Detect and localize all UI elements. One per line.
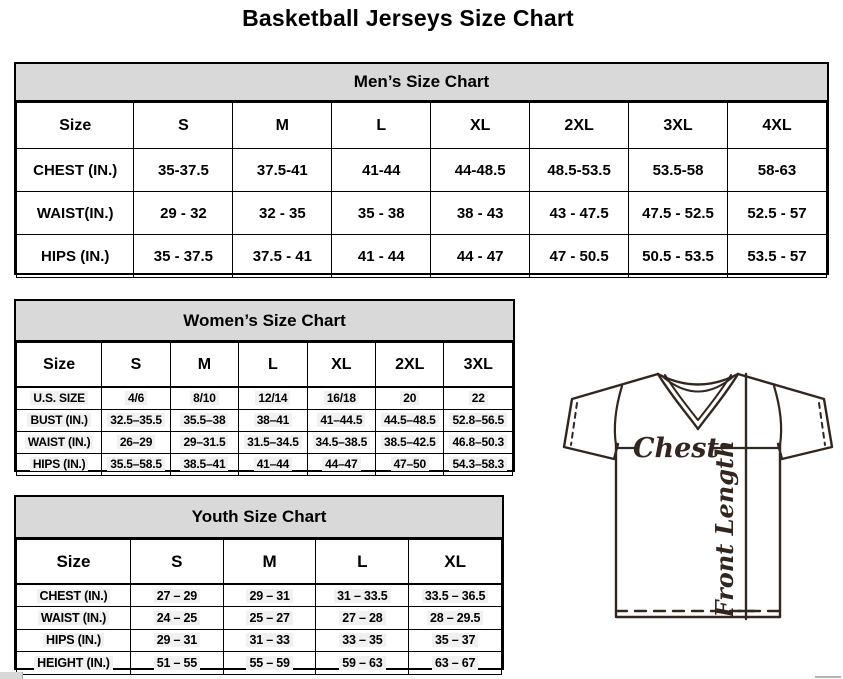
- row-label: HIPS (IN.): [17, 629, 131, 652]
- table-cell: 41 - 44: [332, 235, 431, 278]
- table-row: [17, 409, 513, 431]
- womens-size-chart-table: [14, 299, 515, 472]
- column-header-row: [17, 540, 502, 585]
- row-label: CHEST (IN.): [17, 149, 134, 192]
- womens-table-title: Women’s Size Chart: [16, 301, 513, 342]
- row-label: U.S. SIZE: [17, 387, 102, 409]
- column-header: 4XL: [727, 103, 826, 149]
- table-cell: 41-44: [332, 149, 431, 192]
- table-cell: 38–41: [239, 409, 307, 431]
- table-cell: 41–44: [239, 453, 307, 475]
- column-header: 2XL: [530, 103, 629, 149]
- column-header-row: [17, 103, 827, 149]
- table-row: [17, 584, 502, 607]
- table-row: [17, 652, 502, 675]
- column-header: XL: [431, 103, 530, 149]
- size-corner-header: Size: [17, 343, 102, 388]
- table-cell: 52.8–56.5: [444, 409, 513, 431]
- table-cell: 44-48.5: [431, 149, 530, 192]
- table-cell: 47–50: [376, 453, 444, 475]
- table-cell: 12/14: [239, 387, 307, 409]
- table-cell: 29 - 32: [134, 192, 233, 235]
- front-length-label: Front Length: [710, 440, 739, 618]
- table-cell: 51 – 55: [130, 652, 223, 675]
- column-header: M: [233, 103, 332, 149]
- table-cell: 47.5 - 52.5: [629, 192, 728, 235]
- table-cell: 25 – 27: [223, 607, 316, 630]
- table-cell: 35.5–38: [170, 409, 238, 431]
- womens-table-grid: [16, 342, 513, 476]
- table-cell: 27 – 29: [130, 584, 223, 607]
- table-cell: 33.5 – 36.5: [409, 584, 502, 607]
- row-label: WAIST (IN.): [17, 431, 102, 453]
- table-cell: 50.5 - 53.5: [629, 235, 728, 278]
- row-label: WAIST (IN.): [17, 607, 131, 630]
- table-cell: 29–31.5: [170, 431, 238, 453]
- size-corner-header: Size: [17, 540, 131, 585]
- table-cell: 16/18: [307, 387, 375, 409]
- table-row: [17, 149, 827, 192]
- column-header: S: [130, 540, 223, 585]
- column-header: M: [223, 540, 316, 585]
- table-cell: 38.5–41: [170, 453, 238, 475]
- column-header: 2XL: [376, 343, 444, 388]
- column-header-row: [17, 343, 513, 388]
- table-cell: 29 – 31: [130, 629, 223, 652]
- table-cell: 32 - 35: [233, 192, 332, 235]
- column-header: L: [332, 103, 431, 149]
- table-row: [17, 192, 827, 235]
- table-cell: 44–47: [307, 453, 375, 475]
- column-header: 3XL: [444, 343, 513, 388]
- table-cell: 41–44.5: [307, 409, 375, 431]
- table-row: [17, 453, 513, 475]
- left-cuff-dashed-line: [571, 403, 577, 445]
- column-header: S: [134, 103, 233, 149]
- column-header: S: [102, 343, 170, 388]
- table-cell: 37.5-41: [233, 149, 332, 192]
- table-cell: 55 – 59: [223, 652, 316, 675]
- table-cell: 33 – 35: [316, 629, 409, 652]
- table-row: [17, 607, 502, 630]
- chest-label: Chest: [633, 433, 719, 464]
- table-cell: 44.5–48.5: [376, 409, 444, 431]
- table-cell: 44 - 47: [431, 235, 530, 278]
- youth-table-grid: [16, 539, 502, 675]
- table-cell: 35 - 37.5: [134, 235, 233, 278]
- table-cell: 31 – 33.5: [316, 584, 409, 607]
- table-cell: 35 – 37: [409, 629, 502, 652]
- row-label: HIPS (IN.): [17, 453, 102, 475]
- table-row: [17, 629, 502, 652]
- mens-table-grid: [16, 102, 827, 278]
- table-row: [17, 235, 827, 278]
- column-header: L: [316, 540, 409, 585]
- table-cell: 38.5–42.5: [376, 431, 444, 453]
- table-cell: 59 – 63: [316, 652, 409, 675]
- table-cell: 35 - 38: [332, 192, 431, 235]
- scrollbar-fragment[interactable]: [815, 676, 841, 678]
- table-cell: 31.5–34.5: [239, 431, 307, 453]
- table-cell: 47 - 50.5: [530, 235, 629, 278]
- table-row: [17, 387, 513, 409]
- table-row: [17, 431, 513, 453]
- youth-table-title: Youth Size Chart: [16, 497, 502, 539]
- column-header: XL: [307, 343, 375, 388]
- right-cuff-dashed-line: [819, 403, 825, 445]
- right-armhole-seam: [774, 386, 781, 445]
- table-cell: 46.8–50.3: [444, 431, 513, 453]
- row-label: CHEST (IN.): [17, 584, 131, 607]
- table-cell: 38 - 43: [431, 192, 530, 235]
- jersey-diagram-svg: [562, 367, 834, 625]
- column-header: M: [170, 343, 238, 388]
- table-cell: 26–29: [102, 431, 170, 453]
- left-armhole-seam: [615, 386, 622, 445]
- row-label: BUST (IN.): [17, 409, 102, 431]
- table-cell: 63 – 67: [409, 652, 502, 675]
- table-cell: 34.5–38.5: [307, 431, 375, 453]
- column-header: L: [239, 343, 307, 388]
- table-cell: 37.5 - 41: [233, 235, 332, 278]
- table-cell: 53.5-58: [629, 149, 728, 192]
- row-label: HIPS (IN.): [17, 235, 134, 278]
- table-cell: 20: [376, 387, 444, 409]
- table-cell: 31 – 33: [223, 629, 316, 652]
- column-header: XL: [409, 540, 502, 585]
- table-cell: 52.5 - 57: [727, 192, 826, 235]
- mens-table-title: Men’s Size Chart: [16, 64, 827, 102]
- row-label: WAIST(IN.): [17, 192, 134, 235]
- table-cell: 43 - 47.5: [530, 192, 629, 235]
- table-cell: 28 – 29.5: [409, 607, 502, 630]
- page-title: Basketball Jerseys Size Chart: [242, 5, 574, 31]
- table-cell: 48.5-53.5: [530, 149, 629, 192]
- table-cell: 29 – 31: [223, 584, 316, 607]
- column-header: 3XL: [629, 103, 728, 149]
- jersey-measurement-diagram: [562, 367, 834, 625]
- mens-size-chart-table: [14, 62, 829, 275]
- youth-size-chart-table: [14, 495, 504, 670]
- row-label: HEIGHT (IN.): [17, 652, 131, 675]
- table-cell: 54.3–58.3: [444, 453, 513, 475]
- horizontal-scrollbar-thumb[interactable]: [0, 672, 23, 679]
- table-cell: 32.5–35.5: [102, 409, 170, 431]
- table-cell: 24 – 25: [130, 607, 223, 630]
- table-cell: 53.5 - 57: [727, 235, 826, 278]
- table-cell: 4/6: [102, 387, 170, 409]
- table-cell: 58-63: [727, 149, 826, 192]
- jersey-outline: [564, 374, 832, 617]
- table-cell: 8/10: [170, 387, 238, 409]
- table-cell: 35.5–58.5: [102, 453, 170, 475]
- table-cell: 27 – 28: [316, 607, 409, 630]
- table-cell: 35-37.5: [134, 149, 233, 192]
- table-cell: 22: [444, 387, 513, 409]
- size-corner-header: Size: [17, 103, 134, 149]
